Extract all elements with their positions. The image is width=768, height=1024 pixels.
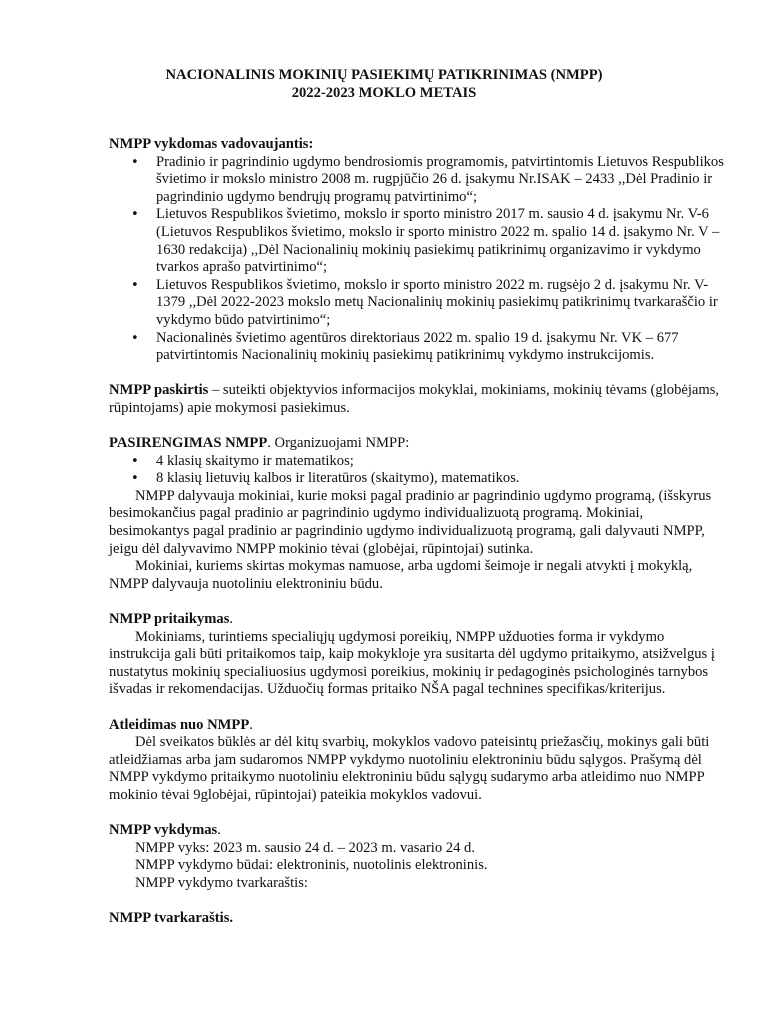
basis-item-2: • Lietuvos Respublikos švietimo, mokslo ir sporto ministro 2017 m. sausio 4 d. įsakymu Nr. V-6 (Lietuvos Respublikos švietimo, mokslo ir sporto ministro 2022 m. spalio 14 d. įsakymo Nr. V – 1630 redakcija) ,,Dėl Nacionalinių mokinių pasiekimų patikrinimų organizavimo ir vykdymo tvarkos aprašo patvirtinimo“;: [109, 206, 725, 276]
basis-item-3: • Lietuvos Respublikos švietimo, mokslo ir sporto ministro 2022 m. rugsėjo 2 d. įsakymu Nr. V- 1379 ,,Dėl 2022-2023 mokslo metų Nacionalinių mokinių pasiekimų patikrinimų tvarkaraščio ir vykdymo būdo patvirtinimo“;: [109, 277, 725, 330]
document-body: [109, 136, 725, 928]
prep-heading: PASIRENGIMAS NMPP: [109, 435, 268, 452]
adapt-paragraph: Mokiniams, turintiems specialiųjų ugdymosi poreikių, NMPP užduoties forma ir vykdymo instrukcija gali būti pritaikomos taip, kaip mokykloje yra susitarta dėl ugdymo pritaikymo, atsižvelgus į nustatytus mokinių specialiuosius ugdymosi poreikius, mokinių ir pedagoginės psichologinės tarnybos išvadas ir rekomendacijas. Užduočių formas pritaiko NŠA pagal technines specifikas/kriterijus.: [109, 628, 715, 698]
title-line-2: 2022-2023 MOKLO METAIS: [291, 85, 477, 101]
schedule-heading: NMPP tvarkaraštis.: [109, 910, 234, 927]
purpose-heading: NMPP paskirtis: [109, 382, 209, 399]
exempt-dot: .: [249, 716, 253, 733]
exec-heading-line: [109, 822, 725, 840]
adapt-heading: NMPP pritaikymas: [109, 611, 230, 628]
adapt-heading-line: [109, 611, 725, 629]
prep-list: [109, 453, 725, 488]
purpose-paragraph: [109, 382, 725, 417]
basis-list: [109, 154, 725, 365]
document-title: [0, 66, 768, 102]
title-line-1: NACIONALINIS MOKINIŲ PASIEKIMŲ PATIKRINIMAS (NMPP): [165, 67, 603, 83]
purpose-text: – suteikti objektyvios informacijos mokyklai, mokiniams, mokinių tėvams (globėjams, rūpintojams) apie mokymosi pasiekimus.: [109, 382, 720, 416]
exempt-heading-line: [109, 717, 725, 735]
prep-heading-line: [109, 435, 725, 453]
basis-item-4: • Nacionalinės švietimo agentūros direktoriaus 2022 m. spalio 19 d. įsakymu Nr. VK – 677 patvirtintomis Nacionalinių mokinių pasiekimų patikrinimų vykdymo instrukcijomis.: [109, 330, 725, 365]
exec-heading: NMPP vykdymas: [109, 822, 218, 839]
prep-paragraph-2: Mokiniai, kuriems skirtas mokymas namuose, arba ugdomi šeimoje ir negali atvykti į mokyklą, NMPP dalyvauja nuotoliniu elektroniniu būdu.: [109, 558, 693, 592]
basis-heading: NMPP vykdomas vadovaujantis:: [109, 136, 314, 152]
prep-item-2: • 8 klasių lietuvių kalbos ir literatūros (skaitymo), matematikos.: [109, 470, 725, 488]
exec-line-1: NMPP vyks: 2023 m. sausio 24 d. – 2023 m. vasario 24 d.: [135, 839, 475, 856]
basis-item-1: • Pradinio ir pagrindinio ugdymo bendrosiomis programomis, patvirtintomis Lietuvos Respublikos švietimo ir mokslo ministro 2008 m. rugpjūčio 26 d. įsakymu Nr.ISAK – 2433 ,,Dėl Pradinio ir pagrindinio ugdymo bendrųjų programų patvirtinimo“;: [109, 154, 725, 207]
adapt-dot: .: [229, 611, 234, 628]
exempt-paragraph: Dėl sveikatos būklės ar dėl kitų svarbių, mokyklos vadovo pateisintų priežasčių, mokinys gali būti atleidžiamas arba jam sudaromos NMPP vykdymo nuotoliniu elektroniniu būdu sąlygos. Prašymą dėl NMPP vykdymo pritaikymo nuotoliniu elektroniniu būdu sąlygų sudarymo arba atleidimo nuo NMPP mokinio tėvai 9globėjai, rūpintojai) pateikia mokyklos vadovui.: [109, 734, 710, 803]
exec-line-2: NMPP vykdymo būdai: elektroninis, nuotolinis elektroninis.: [135, 857, 488, 874]
prep-item-1: • 4 klasių skaitymo ir matematikos;: [109, 453, 725, 471]
prep-intro: . Organizuojami NMPP:: [267, 435, 410, 452]
exec-line-3: NMPP vykdymo tvarkaraštis:: [135, 874, 308, 891]
exempt-heading: Atleidimas nuo NMPP: [109, 716, 250, 733]
prep-paragraph-1: NMPP dalyvauja mokiniai, kurie moksi pagal pradinio ar pagrindinio ugdymo programą, (išskyrus besimokančius pagal pradinio ar pagrindinio ugdymo individualizuotą programą. Mokiniai, besimokantys pagal pradinio ar pagrindinio ugdymo individualizuotą programą, gali dalyvauti NMPP, jeigu dėl dalyvavimo NMPP mokinio tėvai (globėjai, rūpintojai) sutinka.: [109, 487, 712, 557]
exec-dot: .: [217, 822, 221, 839]
